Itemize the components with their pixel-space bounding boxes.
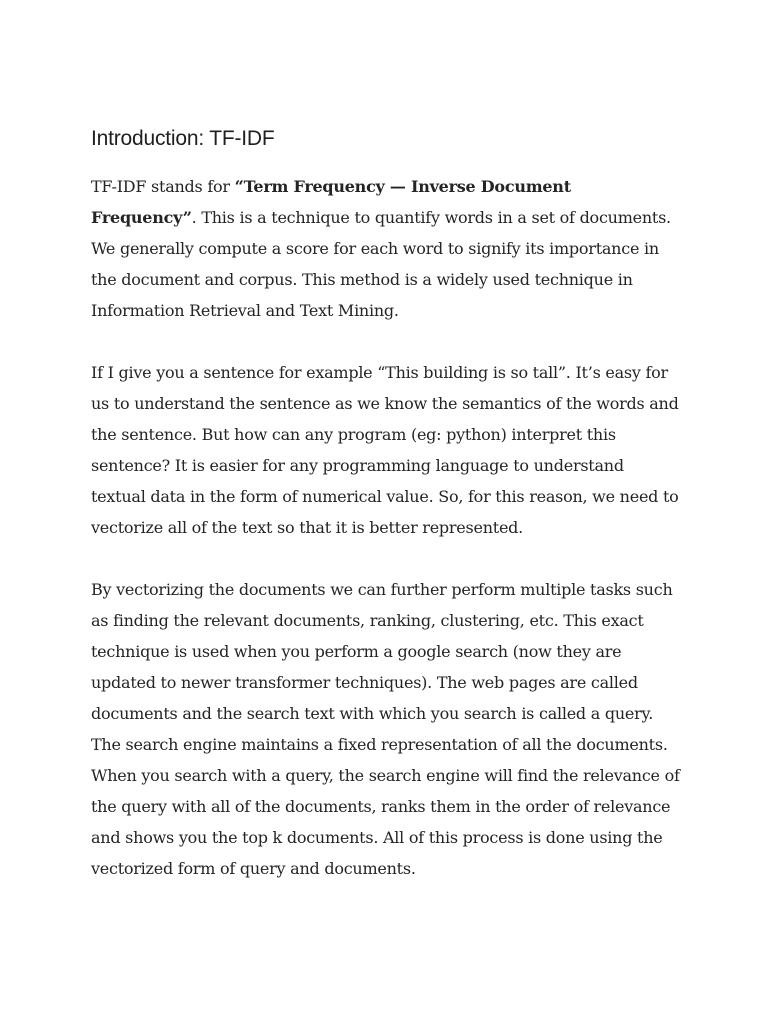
paragraph-vectorizing: By vectorizing the documents we can further perform multiple tasks such as finding the relevant documents, ranking, clustering, etc. This exact technique is used when you perform a google search (now they are updated to newer transformer techniques). The web pages are called documents and the search text with which you search is called a query. The search engine maintains a fixed representation of all the documents. When you search with a query, the search engine will find the relevance of the query with all of the documents, ranks them in the order of relevance and shows you the top k documents. All of this process is done using the vectorized form of query and documents. bbox=[91, 580, 680, 878]
definition-rest-text: . This is a technique to quantify words in a set of documents. We generally compute a score for each word to signify its importance in the document and corpus. This method is a widely used technique in Information Retrieval and Text Mining. bbox=[91, 208, 671, 320]
section-heading: Introduction: TF-IDF bbox=[91, 127, 275, 150]
definition-lead-text: TF-IDF stands for bbox=[91, 177, 235, 196]
term-full-name: “Term Frequency — Inverse Document Frequency” bbox=[91, 177, 571, 227]
article-body bbox=[91, 124, 681, 884]
paragraph-example: If I give you a sentence for example “This building is so tall”. It’s easy for us to understand the sentence as we know the semantics of the words and the sentence. But how can any program (eg: python) interpret this sentence? It is easier for any programming language to understand textual data in the form of numerical value. So, for this reason, we need to vectorize all of the text so that it is better represented. bbox=[91, 363, 679, 537]
paragraph-definition bbox=[91, 171, 681, 326]
